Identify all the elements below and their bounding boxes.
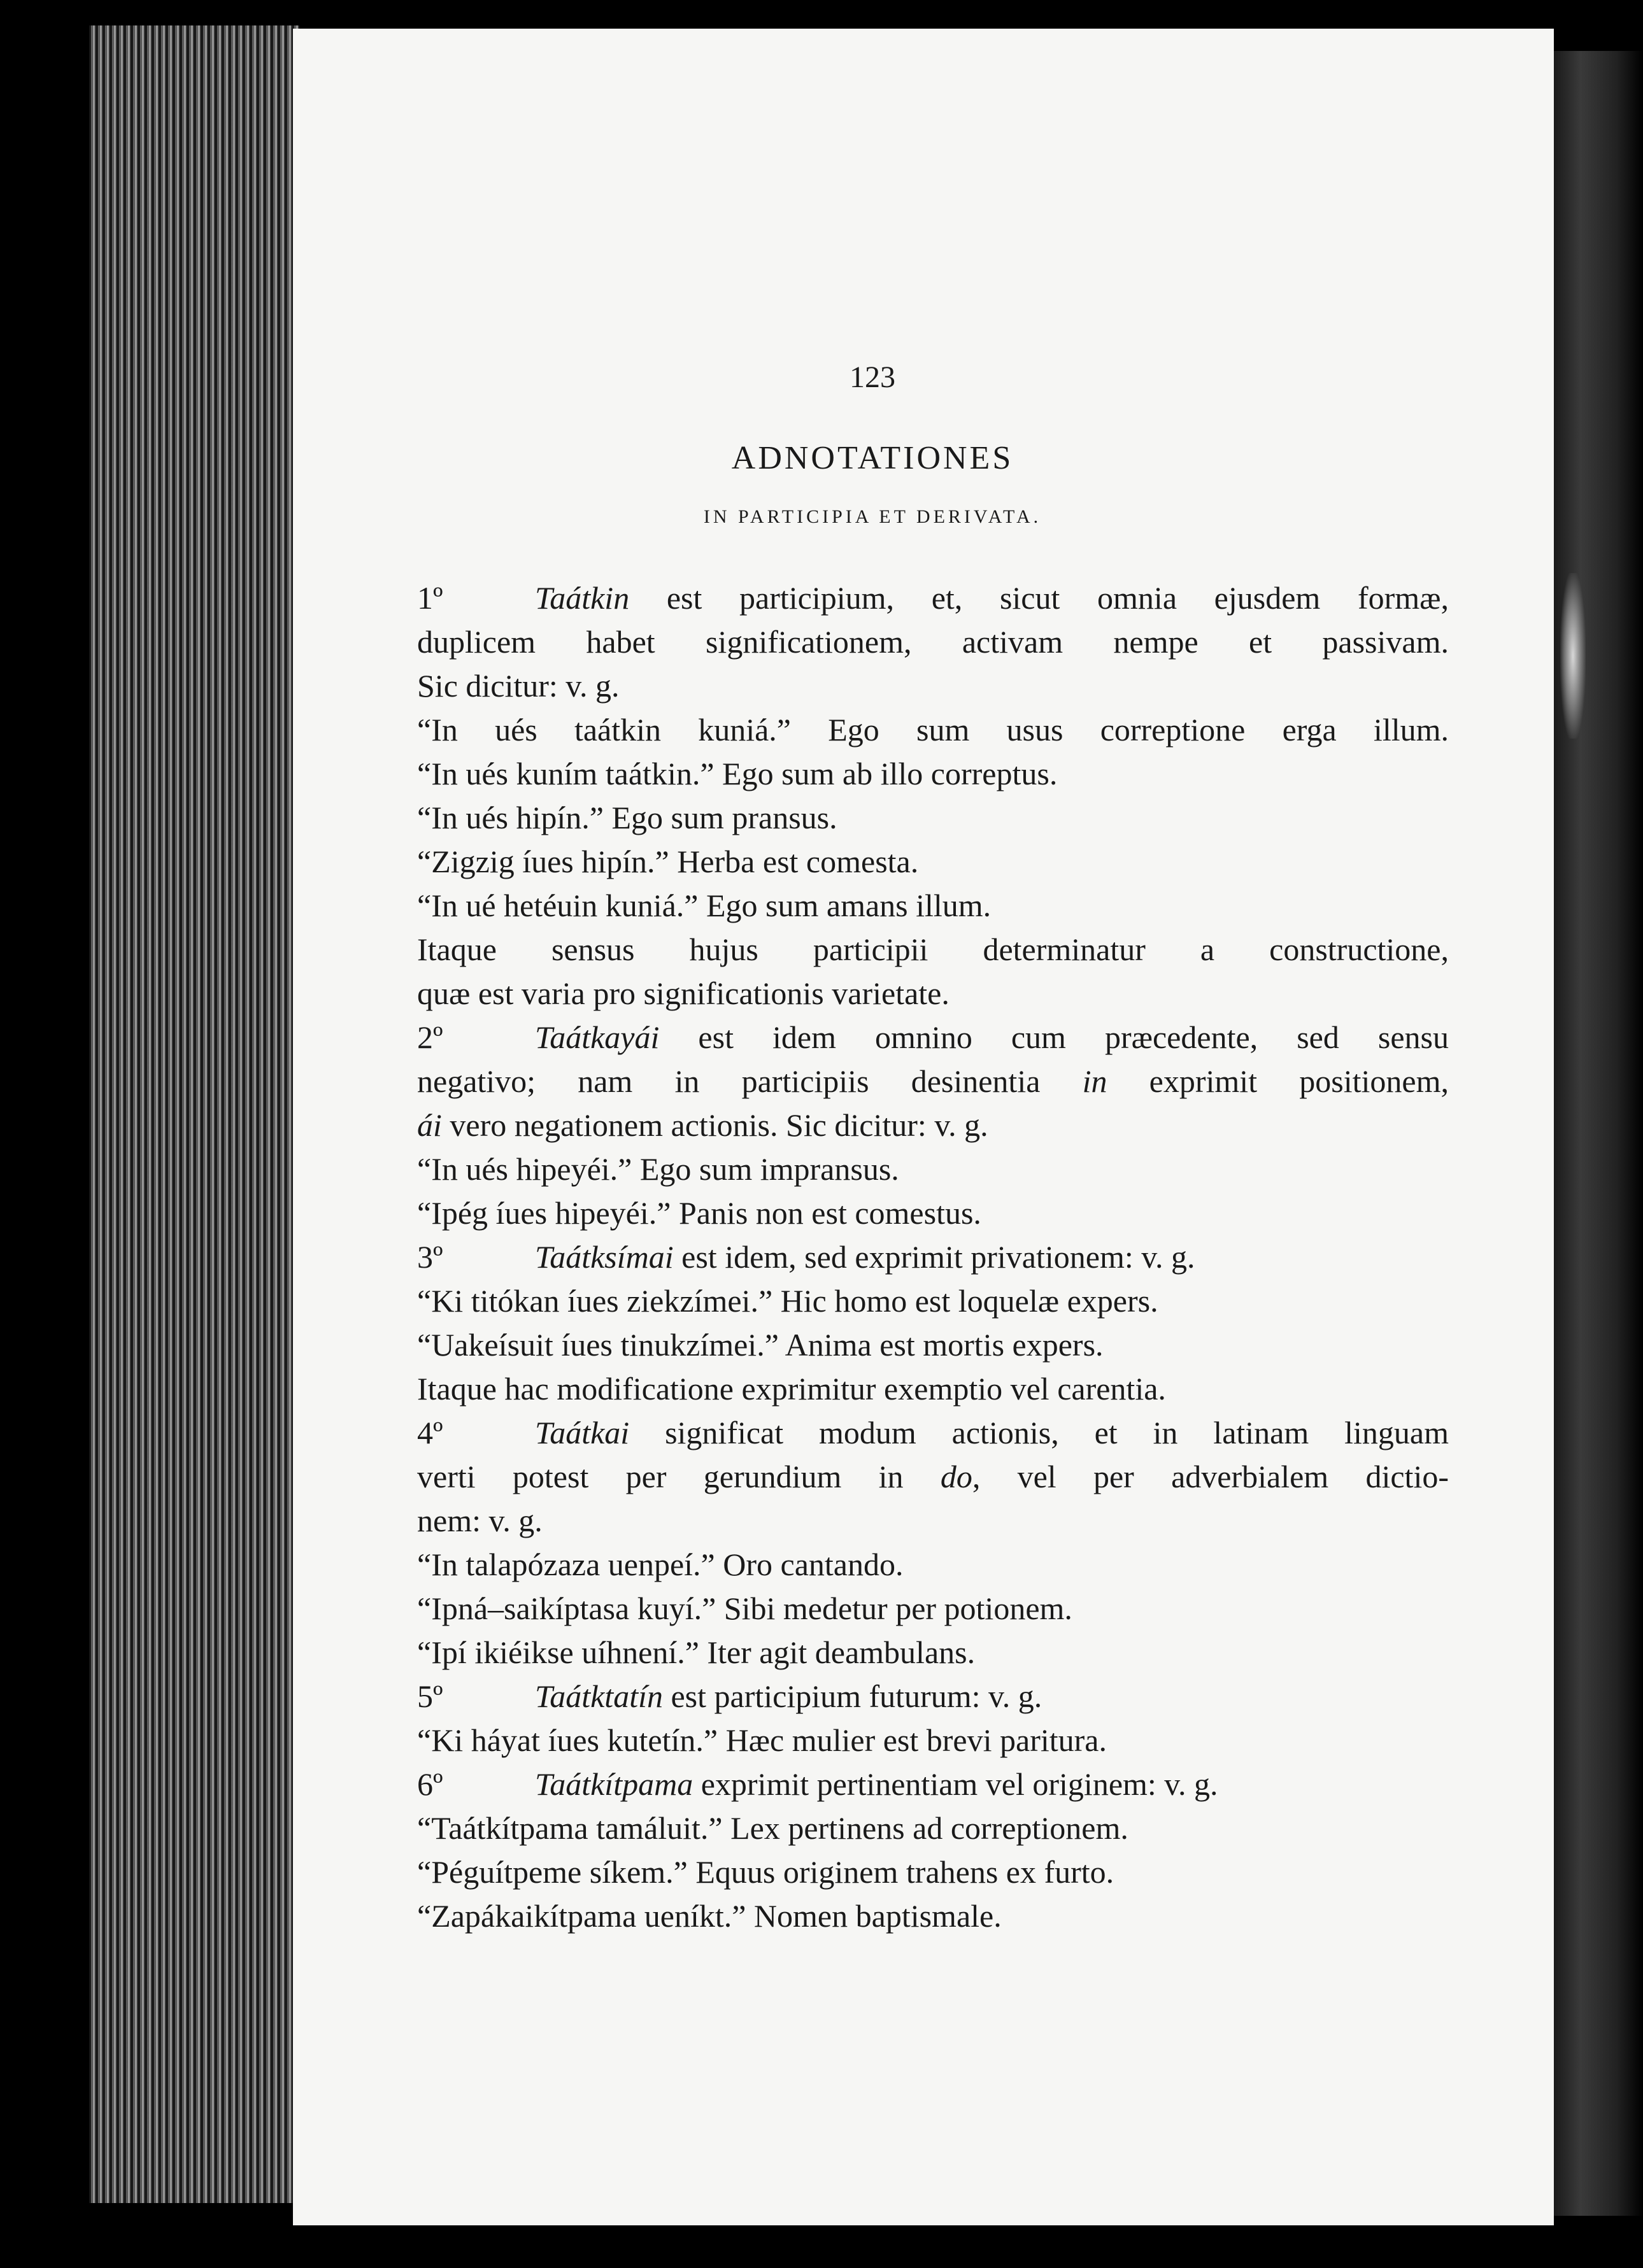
text-line: est idem omnino cum præcedente, sed sensu bbox=[659, 1019, 1449, 1055]
text-line: “Ipná–saikíptasa kuyí.” Sibi medetur per potionem. bbox=[417, 1591, 1072, 1626]
text-line: “Uakeísuit íues tinukzímei.” Anima est mortis expers. bbox=[417, 1327, 1104, 1363]
page-subtitle: IN PARTICIPIA ET DERIVATA. bbox=[703, 506, 1042, 527]
text-line: “Ki titókan íues ziekzímei.” Hic homo est loquelæ expers. bbox=[417, 1283, 1158, 1319]
term: Taátktatín bbox=[535, 1678, 663, 1714]
text-line: nem: v. g. bbox=[417, 1503, 543, 1538]
text-line: “In ués taátkin kuniá.” Ego sum usus correptione erga illum. bbox=[417, 712, 1449, 748]
text-line: “Taátkítpama tamáluit.” Lex pertinens ad correptionem. bbox=[417, 1810, 1128, 1846]
text-fragment: vero negationem actionis. Sic dicitur: v. g. bbox=[441, 1107, 988, 1143]
text-line: “In ués hipeyéi.” Ego sum impransus. bbox=[417, 1151, 899, 1187]
paragraph-4-line-1 bbox=[417, 1411, 1449, 1455]
page-title: ADNOTATIONES bbox=[731, 440, 1014, 476]
text-line: Itaque sensus hujus participii determinatur a constructione, bbox=[417, 932, 1449, 967]
paragraph-number: 6º bbox=[417, 1766, 443, 1802]
term: Taátkayái bbox=[535, 1019, 660, 1055]
term: Taátkai bbox=[535, 1415, 630, 1450]
italic-fragment: in bbox=[1082, 1063, 1107, 1099]
italic-fragment: ái bbox=[417, 1107, 442, 1143]
page-sheen bbox=[1560, 573, 1586, 739]
text-line: “Péguítpeme síkem.” Equus originem trahens ex furto. bbox=[417, 1854, 1114, 1890]
text-fragment: , vel per adverbialem dictio- bbox=[972, 1459, 1449, 1494]
text-line: “In ués kuním taátkin.” Ego sum ab illo correptus. bbox=[417, 756, 1058, 791]
text-line: duplicem habet significationem, activam nempe et passivam. bbox=[417, 624, 1449, 660]
text-line: significat modum actionis, et in latinam linguam bbox=[629, 1415, 1449, 1450]
text-line: “In ué hetéuin kuniá.” Ego sum amans illum. bbox=[417, 888, 992, 923]
text-line: Sic dicitur: v. g. bbox=[417, 668, 620, 704]
text-line: “Ki háyat íues kutetín.” Hæc mulier est brevi paritura. bbox=[417, 1722, 1107, 1758]
text-line: est participium futurum: v. g. bbox=[662, 1678, 1042, 1714]
paragraph-number: 2º bbox=[417, 1019, 443, 1055]
text-body bbox=[417, 576, 1449, 1938]
paragraph-number: 5º bbox=[417, 1678, 443, 1714]
italic-fragment: do bbox=[940, 1459, 972, 1494]
text-line: “Ipég íues hipeyéi.” Panis non est comestus. bbox=[417, 1195, 981, 1231]
term: Taátksímai bbox=[535, 1239, 674, 1275]
text-line: “Zapákaikítpama ueníkt.” Nomen baptismale. bbox=[417, 1898, 1002, 1934]
text-line: exprimit pertinentiam vel originem: v. g. bbox=[693, 1766, 1218, 1802]
text-line: quæ est varia pro significationis varietate. bbox=[417, 975, 950, 1011]
paragraph-2-line-3 bbox=[417, 1103, 1449, 1147]
text-fragment: negativo; nam in participiis desinentia bbox=[417, 1063, 1083, 1099]
paragraph-3-line-1 bbox=[417, 1235, 1449, 1279]
paragraph-2-line-2 bbox=[417, 1060, 1449, 1103]
text-line: Itaque hac modificatione exprimitur exemptio vel carentia. bbox=[417, 1371, 1166, 1407]
text-line: est participium, et, sicut omnia ejusdem formæ, bbox=[629, 580, 1449, 616]
paragraph-2-line-1 bbox=[417, 1016, 1449, 1060]
text-line: “Ipí ikiéikse uíhnení.” Iter agit deambulans. bbox=[417, 1634, 976, 1670]
paragraph-4-line-2 bbox=[417, 1455, 1449, 1499]
paragraph-1-line-1 bbox=[417, 576, 1449, 620]
paragraph-number: 4º bbox=[417, 1415, 443, 1450]
page-number: 123 bbox=[850, 360, 895, 394]
paragraph-number: 3º bbox=[417, 1239, 443, 1275]
paragraph-number: 1º bbox=[417, 580, 443, 616]
term: Taátkin bbox=[535, 580, 630, 616]
text-line: “Zigzig íues hipín.” Herba est comesta. bbox=[417, 844, 919, 879]
text-fragment: exprimit positionem, bbox=[1107, 1063, 1449, 1099]
paragraph-5-line-1 bbox=[417, 1675, 1449, 1719]
text-line: “In talapózaza uenpeí.” Oro cantando. bbox=[417, 1547, 904, 1582]
text-line: “In ués hipín.” Ego sum pransus. bbox=[417, 800, 837, 835]
term: Taátkítpama bbox=[535, 1766, 693, 1802]
paragraph-6-line-1 bbox=[417, 1762, 1449, 1806]
text-fragment: verti potest per gerundium in bbox=[417, 1459, 941, 1494]
page-edges bbox=[89, 25, 299, 2203]
text-line: est idem, sed exprimit privationem: v. g. bbox=[673, 1239, 1195, 1275]
